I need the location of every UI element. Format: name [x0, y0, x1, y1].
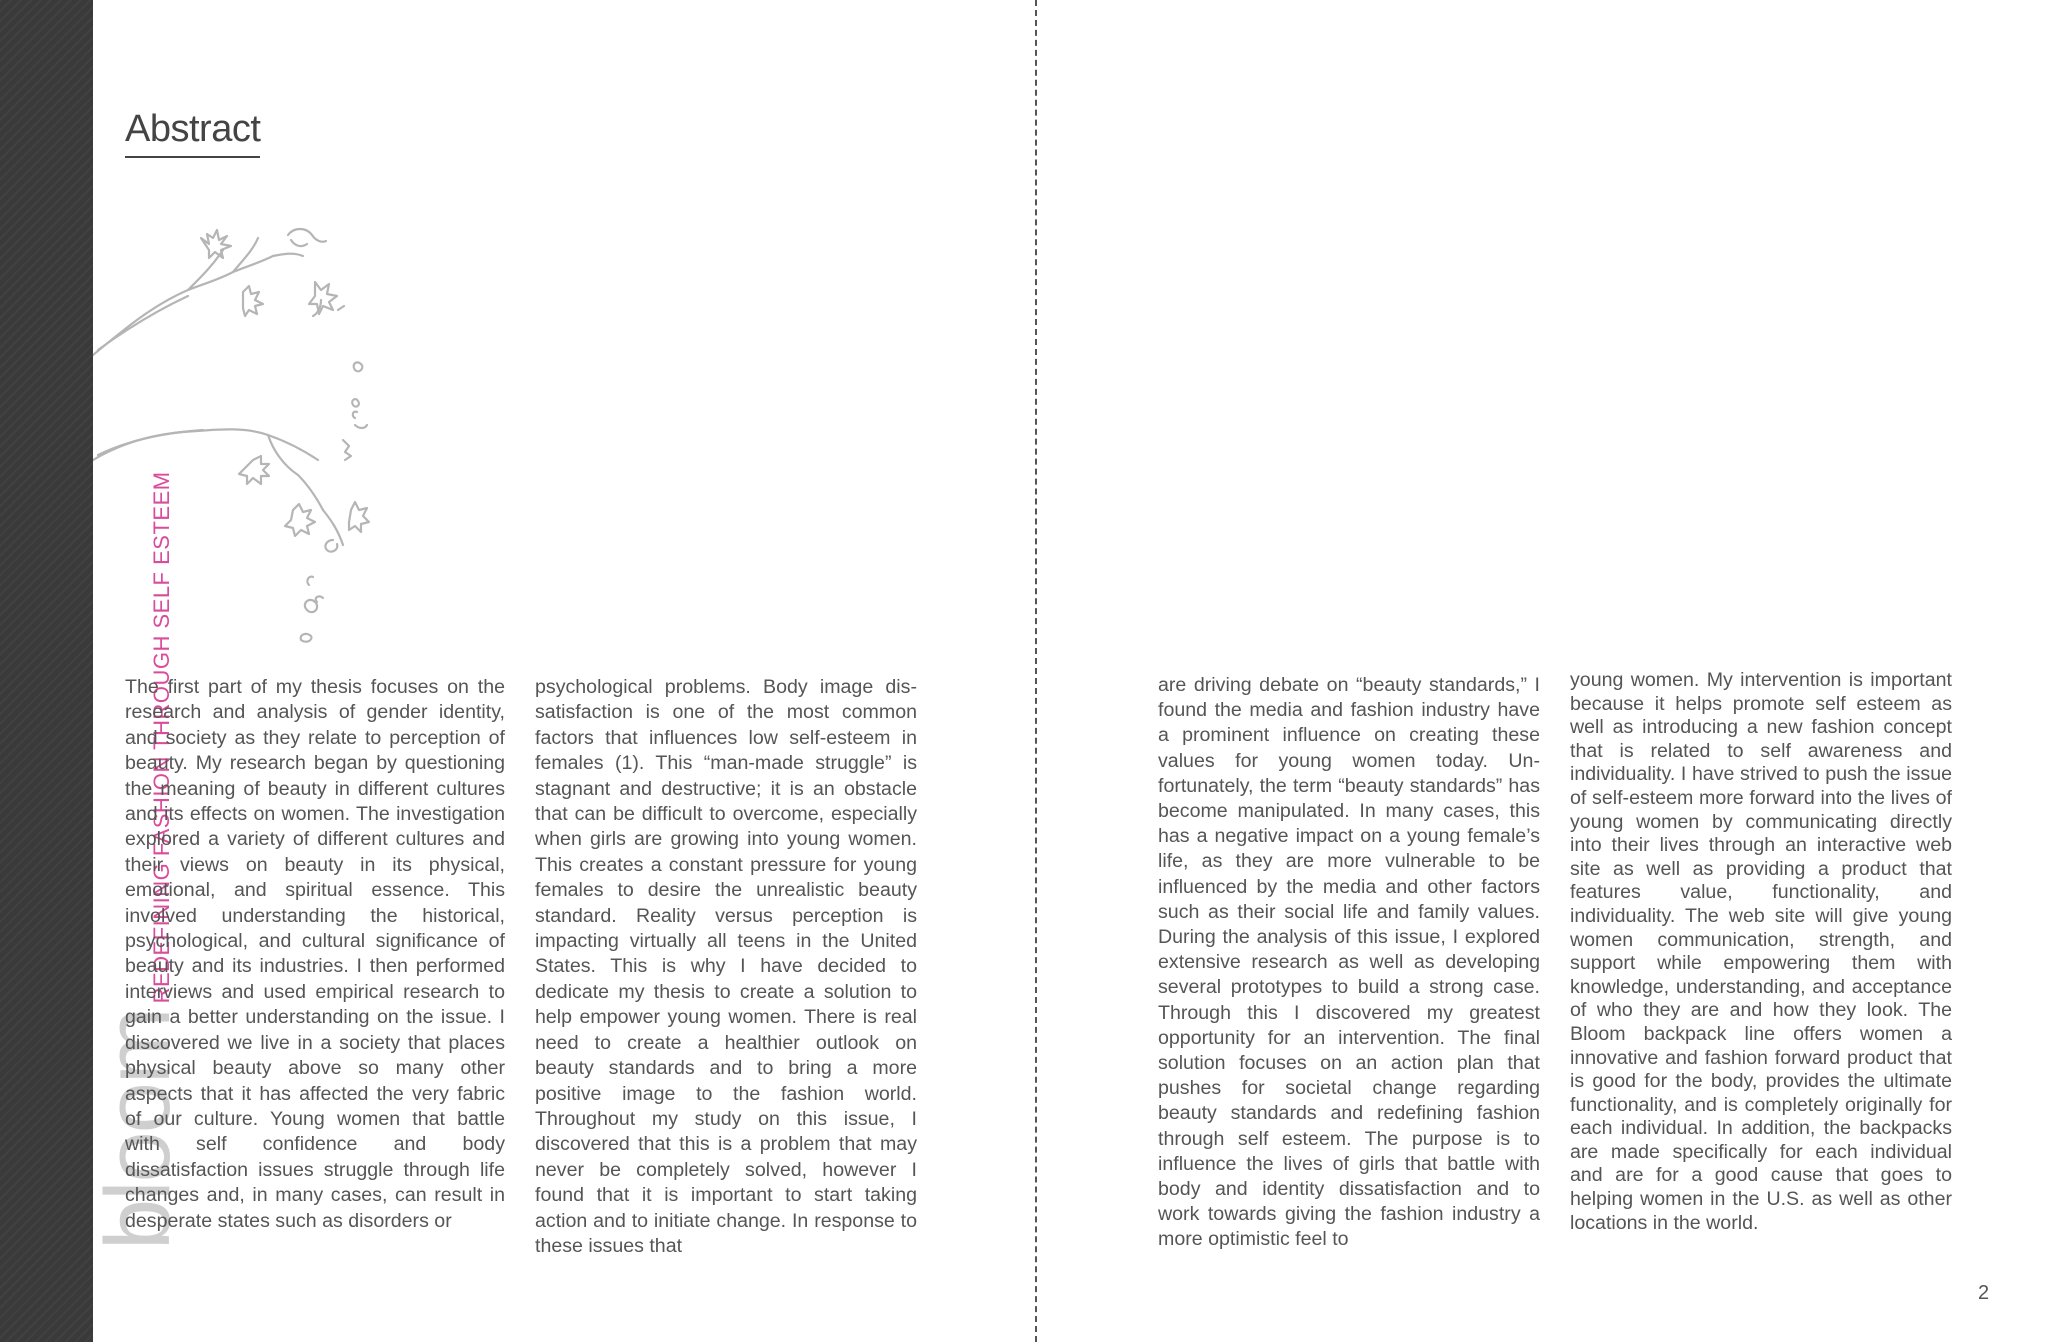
page-title: Abstract	[125, 106, 260, 158]
brand-logo-word: bloom	[87, 1009, 189, 1250]
abstract-column-4: young women. My intervention is important because it helps promote self esteem as well as introducing a new fashion concept that is related to self awareness and individuality. I have strived to push the issue of self-esteem more forward into the lives of young women by communicating directly into their lives through an interactive web site as well as providing a product that features value, functionality, and individuality. The web site will give young women communication, strength, and support while empowering them with knowledge, understanding, and acceptance of who they are and how they look. The Bloom backpack line offers women a innovative and fashion forward product that is good for the body, provides the ultimate functionality, and is completely originally for each individual. In addition, the backpacks are made specifically for each individual and are for a good cause that goes to helping women in the U.S. as well as other locations in the world.	[1570, 669, 1952, 1234]
abstract-column-2: psychological problems. Body image dissatisfaction is one of the most common factors that influences low self-esteem in females (1). This “man-made struggle” is stagnant and destructive; it is an obstacle that can be difficult to overcome, especially when girls are growing into young women. This creates a constant pressure for young females to desire the unrealistic beauty standard. Reality versus perception is impacting virtually all teens in the United States. This is why I have decided to dedicate my thesis to create a solution to help empower young women. There is real need to create a healthier outlook on beauty standards and to bring a more positive image to the fashion world. Throughout my study on this issue, I discovered that this is a problem that may never be completely solved, however I found that it is important to start taking action and to initiate change. In response to these issues that	[535, 676, 917, 1257]
abstract-column-3: are driving debate on “beauty standards,” I found the media and fashion industry have a prominent influence on creating these values for young women today. Unfortunately, the term “beauty standards” has become manipulated. In many cases, this has a negative impact on a young female’s life, as they are more vulnerable to be influenced by the media and other factors such as their social life and family values. During the analysis of this issue, I explored extensive research as well as developing several prototypes to build a strong case. Through this I discovered my greatest opportunity for an intervention. The final solution focuses on an action plan that pushes for societal change regarding beauty standards and redefining fashion through self esteem. The purpose is to influence the lives of girls that battle with body and identity dissatisfaction and to work towards giving the fashion industry a more optimistic feel to	[1158, 674, 1540, 1251]
page-number: 2	[1978, 1282, 1990, 1304]
page-divider	[1035, 0, 1037, 1342]
sidebar	[0, 0, 189, 1342]
flower-branch-illustration	[93, 210, 453, 660]
brand-tagline: REDEFINING FASHION THROUGH SELF ESTEEM	[149, 471, 174, 1004]
abstract-column-1: The first part of my thesis focuses on the research and analysis of gender identity, and society as they relate to perception of beauty. My research began by questioning the meaning of beauty in different cultures and its effects on women. The investigation explored a variety of different cultures and their views on beauty in its physical, emotional, and spiritual essence. This involved understanding the historical, psychological, and cultural significance of beauty and its industries. I then performed interviews and used empirical research to gain a better understanding on the issue. I discovered we live in a society that places physical beauty above so many other aspects that it has affected the very fabric of our culture. Young women that battle with self confidence and body dissatisfaction issues struggle through life changes and, in many cases, can result in desperate states such as disorders or	[125, 676, 505, 1232]
